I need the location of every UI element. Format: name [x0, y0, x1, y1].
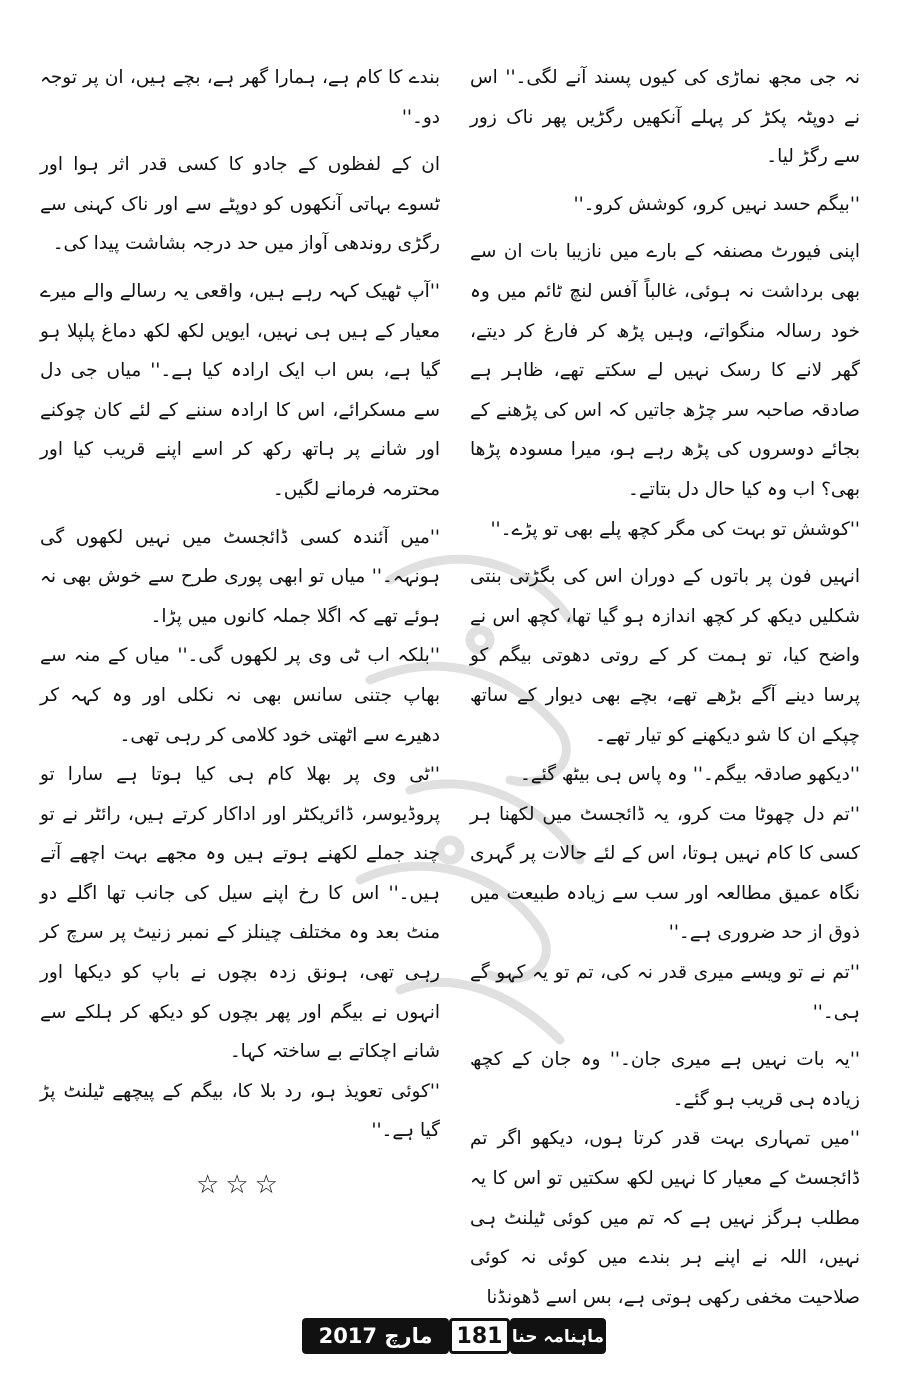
- paragraph: ''یہ بات نہیں ہے میری جان۔'' وہ جان کے کچھ زیادہ ہی قریب ہو گئے۔: [470, 1049, 860, 1110]
- paragraph: ''ٹی وی پر بھلا کام ہی کیا ہوتا ہے سارا تو پروڈیوسر، ڈائریکٹر اور اداکار کرتے ہیں، رائٹر نے تو چند جملے لکھنے ہوتے ہیں وہ مجھے بہت اچھے آتے ہیں۔'' اس کا رخ اپنے سیل کی جانب تھا اگلے دو منٹ بعد وہ مختلف چینلز کے نمبر زنیٹ پر سرچ کر رہی تھی، ہونق زدہ بچوں نے باپ کو دیکھا اور انہوں نے بیگم اور پھر بچوں کو دیکھ کر ہلکے سے شانے اچکاتے بے ساختہ کہا۔: [40, 764, 440, 1063]
- paragraph: ''دیکھو صادقہ بیگم۔'' وہ پاس ہی بیٹھ گئے۔: [519, 764, 860, 786]
- section-separator: ☆☆☆: [196, 1170, 284, 1201]
- paragraph: ''بیگم حسد نہیں کرو، کوشش کرو۔'': [573, 193, 860, 215]
- paragraph: ''آپ ٹھیک کہہ رہے ہیں، واقعی یہ رسالے والے میرے معیار کے ہیں ہی نہیں، ایویں لکھ لکھ دماغ پلپلا ہو گیا ہے، بس اب ایک ارادہ کیا ہے۔'' میاں جی دل سے مسکرائے، اس کا ارادہ سننے کے لئے کان چوکنے اور شانے پر ہاتھ رکھ کر اسے اپنے قریب کیا اور محترمہ فرمانے لگیں۔: [40, 280, 440, 500]
- paragraph: ان کے لفظوں کے جادو کا کسی قدر اثر ہوا اور ٹسوے بہاتی آنکھوں کو دوپٹے سے اور ناک کہنی سے رگڑی روندھی آواز میں حد درجہ بشاشت پیدا کی۔: [40, 154, 440, 255]
- paragraph: ''کوئی تعویذ ہو، رد بلا کا، بیگم کے پیچھے ٹیلنٹ پڑ گیا ہے۔'': [40, 1080, 440, 1142]
- paragraph: نہ جی مجھ نماڑی کی کیوں پسند آنے لگی۔'' اس نے دوپٹہ پکڑ کر پہلے آنکھیں رگڑیں پھر ناک زور سے رگڑ لیا۔: [470, 67, 860, 168]
- article-column-right: [470, 58, 860, 1317]
- paragraph: ''تم دل چھوٹا مت کرو، یہ ڈائجسٹ میں لکھنا ہر کسی کا کام نہیں ہوتا، اس کے لئے حالات پر گہری نگاہ عمیق مطالعہ اور سب سے زیادہ طبیعت میں ذوق از حد ضروری ہے۔'': [470, 803, 860, 944]
- paragraph: ''میں آئندہ کسی ڈائجسٹ میں نہیں لکھوں گی ہونہہ۔'' میاں تو ابھی پوری طرح سے خوش بھی نہ ہوئے تھے کہ اگلا جملہ کانوں میں پڑا۔: [40, 526, 440, 627]
- page-footer: [302, 1318, 606, 1354]
- magazine-name: ماہنامہ حنا: [510, 1318, 606, 1354]
- paragraph: ''تم نے تو ویسے میری قدر نہ کی، تم تو یہ کہو گے ہی۔'': [470, 962, 860, 1023]
- page-number: 181: [449, 1318, 510, 1354]
- issue-date: مارچ 2017: [302, 1318, 449, 1354]
- paragraph: ''بلکہ اب ٹی وی پر لکھوں گی۔'' میاں کے منہ سے بھاپ جتنی سانس بھی نہ نکلی اور وہ کہہ کر دھیرے سے اٹھتی خود کلامی کر رہی تھی۔: [40, 645, 440, 746]
- paragraph: انہیں فون پر باتوں کے دوران اس کی بگڑتی بنتی شکلیں دیکھ کر کچھ اندازہ ہو گیا تھا، کچھ اس نے واضح کیا، تو ہمت کر کے روتی دھوتی بیگم کو پرسا دینے آگے بڑھے تھے، بچے بھی دیوار کے ساتھ چپکے ان کا شو دیکھنے کو تیار تھے۔: [470, 566, 860, 746]
- paragraph: ''کوشش تو بہت کی مگر کچھ پلے بھی تو پڑے۔'': [490, 518, 860, 540]
- paragraph: بندے کا کام ہے، ہمارا گھر ہے، بچے ہیں، ان پر توجہ دو۔'': [40, 67, 440, 128]
- article-column-left: [40, 58, 440, 1205]
- paragraph: ''میں تمہاری بہت قدر کرتا ہوں، دیکھو اگر تم ڈائجسٹ کے معیار کا نہیں لکھ سکتیں تو اس کا یہ مطلب ہرگز نہیں ہے کہ تم میں کوئی ٹیلنٹ ہی نہیں، اللہ نے اپنے ہر بندے میں کوئی نہ کوئی صلاحیت مخفی رکھی ہوتی ہے، بس اسے ڈھونڈنا: [470, 1128, 860, 1308]
- paragraph: اپنی فیورٹ مصنفہ کے بارے میں نازیبا بات ان سے بھی برداشت نہ ہوئی، غالباً آفس لنچ ٹائم میں وہ خود رسالہ منگواتے، وہیں پڑھ کر فارغ کر دیتے، گھر لانے کا رسک نہیں لے سکتے تھے، ظاہر ہے صادقہ صاحبہ سر چڑھ جاتیں کہ اس کی پڑھنے کے بجائے دوسروں کی پڑھ رہے ہو، میرا مسودہ پڑھا بھی؟ اب وہ کیا حال دل بتاتے۔: [470, 241, 860, 500]
